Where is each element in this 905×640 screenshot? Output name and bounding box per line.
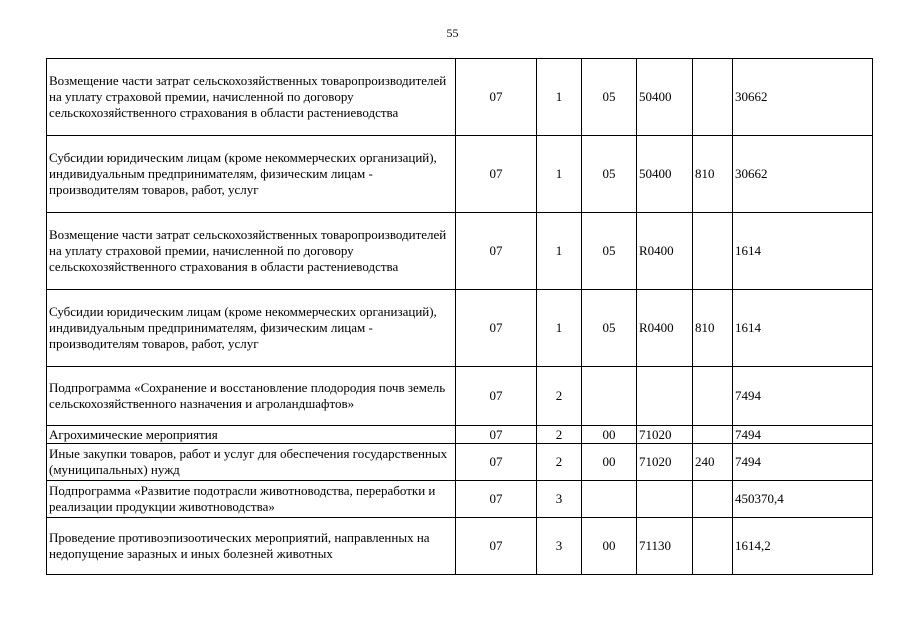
table-row — [47, 136, 873, 213]
row-name: Субсидии юридическим лицам (кроме некоммерческих организаций), индивидуальным предпринимателям, физическим лицам - производителям товаров, работ, услуг — [47, 290, 456, 367]
row-program: 1 — [537, 136, 582, 213]
table-row — [47, 481, 873, 518]
row-section: 07 — [456, 444, 537, 481]
row-amount: 30662 — [733, 136, 873, 213]
row-name: Агрохимические мероприятия — [47, 426, 456, 444]
row-subcode: 00 — [582, 518, 637, 575]
row-amount: 7494 — [733, 367, 873, 426]
row-program: 1 — [537, 290, 582, 367]
row-subcode: 05 — [582, 213, 637, 290]
row-target-code: 71130 — [637, 518, 693, 575]
row-program: 2 — [537, 367, 582, 426]
row-amount: 1614 — [733, 290, 873, 367]
row-name: Субсидии юридическим лицам (кроме некоммерческих организаций), индивидуальным предпринимателям, физическим лицам - производителям товаров, работ, услуг — [47, 136, 456, 213]
row-target-code — [637, 367, 693, 426]
table-row — [47, 367, 873, 426]
row-amount: 1614 — [733, 213, 873, 290]
row-subcode: 05 — [582, 290, 637, 367]
table-row — [47, 213, 873, 290]
row-expense-type — [693, 59, 733, 136]
row-section: 07 — [456, 518, 537, 575]
row-name: Проведение противоэпизоотических мероприятий, направленных на недопущение заразных и иных болезней животных — [47, 518, 456, 575]
row-subcode: 05 — [582, 59, 637, 136]
table-row — [47, 59, 873, 136]
row-target-code: 50400 — [637, 136, 693, 213]
row-subcode — [582, 367, 637, 426]
row-amount: 7494 — [733, 426, 873, 444]
row-name: Иные закупки товаров, работ и услуг для обеспечения государственных (муниципальных) нужд — [47, 444, 456, 481]
row-amount: 450370,4 — [733, 481, 873, 518]
row-expense-type — [693, 213, 733, 290]
row-section: 07 — [456, 136, 537, 213]
row-target-code: 71020 — [637, 444, 693, 481]
budget-table — [46, 58, 873, 575]
row-program: 2 — [537, 444, 582, 481]
row-subcode: 00 — [582, 444, 637, 481]
row-section: 07 — [456, 213, 537, 290]
row-target-code — [637, 481, 693, 518]
row-target-code: 50400 — [637, 59, 693, 136]
row-name: Возмещение части затрат сельскохозяйственных товаропроизводителей на уплату страховой премии, начисленной по договору сельскохозяйственного страхования в области растениеводства — [47, 213, 456, 290]
row-program: 1 — [537, 213, 582, 290]
row-amount: 1614,2 — [733, 518, 873, 575]
row-name: Подпрограмма «Развитие подотрасли животноводства, переработки и реализации продукции животноводства» — [47, 481, 456, 518]
row-amount: 30662 — [733, 59, 873, 136]
row-target-code: R0400 — [637, 290, 693, 367]
table-row — [47, 444, 873, 481]
row-expense-type — [693, 518, 733, 575]
row-program: 3 — [537, 481, 582, 518]
row-target-code: 71020 — [637, 426, 693, 444]
row-name: Подпрограмма «Сохранение и восстановление плодородия почв земель сельскохозяйственного назначения и агроландшафтов» — [47, 367, 456, 426]
row-amount: 7494 — [733, 444, 873, 481]
table-row — [47, 290, 873, 367]
row-name: Возмещение части затрат сельскохозяйственных товаропроизводителей на уплату страховой премии, начисленной по договору сельскохозяйственного страхования в области растениеводства — [47, 59, 456, 136]
row-section: 07 — [456, 481, 537, 518]
row-expense-type — [693, 426, 733, 444]
row-expense-type: 810 — [693, 290, 733, 367]
row-program: 3 — [537, 518, 582, 575]
row-subcode: 00 — [582, 426, 637, 444]
row-subcode — [582, 481, 637, 518]
table-row — [47, 518, 873, 575]
row-program: 1 — [537, 59, 582, 136]
row-section: 07 — [456, 290, 537, 367]
row-section: 07 — [456, 367, 537, 426]
row-subcode: 05 — [582, 136, 637, 213]
row-section: 07 — [456, 426, 537, 444]
row-expense-type — [693, 481, 733, 518]
row-expense-type: 240 — [693, 444, 733, 481]
row-program: 2 — [537, 426, 582, 444]
row-expense-type — [693, 367, 733, 426]
row-expense-type: 810 — [693, 136, 733, 213]
table-row — [47, 426, 873, 444]
page-number: 55 — [446, 26, 459, 40]
row-section: 07 — [456, 59, 537, 136]
row-target-code: R0400 — [637, 213, 693, 290]
